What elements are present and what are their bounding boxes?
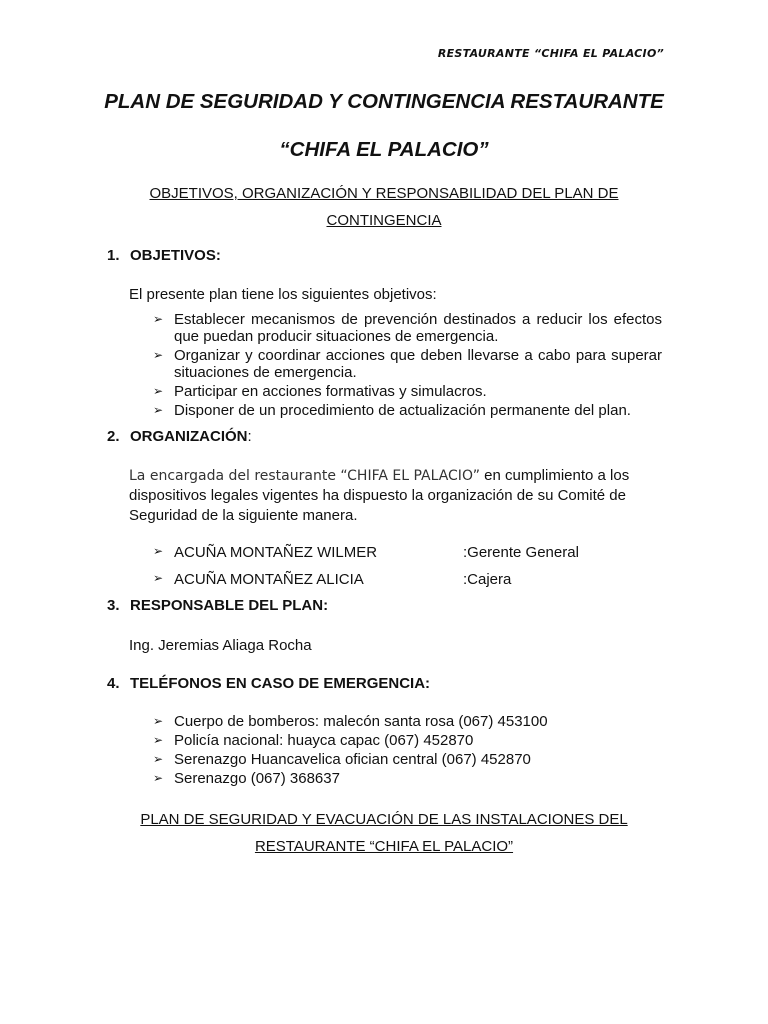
- arrow-bullet-icon: ➢: [153, 403, 164, 417]
- arrow-bullet-icon: ➢: [153, 312, 164, 326]
- list-item: [153, 311, 662, 345]
- list-item: [153, 383, 662, 400]
- phone-item: [153, 713, 662, 730]
- subtitle-line: CONTINGENCIA: [326, 212, 442, 229]
- list-item-text: Participar en acciones formativas y simulacros.: [174, 383, 487, 400]
- subtitle-line: PLAN DE SEGURIDAD Y EVACUACIÓN DE LAS INSTALACIONES DEL: [140, 811, 628, 828]
- subtitle-line: RESTAURANTE “CHIFA EL PALACIO”: [254, 838, 514, 855]
- heading-telefonos: [107, 675, 430, 692]
- intro-lead: La encargada del restaurante “CHIFA EL PALACIO”: [129, 468, 480, 484]
- heading-colon: :: [247, 428, 252, 445]
- intro-rest: en cumplimiento a los dispositivos legales vigentes ha dispuesto la organización de su Comité de Seguridad de la siguiente manera.: [129, 467, 630, 524]
- phone-item-text: Serenazgo Huancavelica ofician central (067) 452870: [174, 751, 531, 768]
- section-heading-text: RESPONSABLE DEL PLAN:: [130, 597, 329, 614]
- phone-item: [153, 732, 662, 749]
- document-title-restaurant: “CHIFA EL PALACIO”: [279, 138, 489, 161]
- list-item-text: Organizar y coordinar acciones que deben llevarse a cabo para superar situaciones de emergencia.: [174, 347, 662, 381]
- section-heading-text: TELÉFONOS EN CASO DE EMERGENCIA:: [130, 675, 431, 692]
- arrow-bullet-icon: ➢: [153, 733, 164, 747]
- running-header: RESTAURANTE “CHIFA EL PALACIO”: [437, 47, 664, 60]
- objetivos-intro: El presente plan tiene los siguientes objetivos:: [129, 286, 437, 303]
- document-title: PLAN DE SEGURIDAD Y CONTINGENCIA RESTAURANTE: [104, 90, 664, 113]
- responsable-name: Ing. Jeremias Aliaga Rocha: [129, 637, 312, 654]
- list-item-text: Disponer de un procedimiento de actualización permanente del plan.: [174, 402, 631, 419]
- objetivos-list: [153, 311, 662, 421]
- arrow-bullet-icon: ➢: [153, 714, 164, 728]
- heading-organizacion: [107, 428, 252, 445]
- arrow-bullet-icon: ➢: [153, 771, 164, 785]
- list-item: [153, 347, 662, 381]
- organizacion-intro: [129, 466, 662, 526]
- arrow-bullet-icon: ➢: [153, 571, 164, 585]
- arrow-bullet-icon: ➢: [153, 544, 164, 558]
- evacuation-plan-subtitle: [120, 806, 648, 860]
- section-number: 4.: [107, 675, 120, 692]
- heading-responsable: [107, 597, 328, 614]
- arrow-bullet-icon: ➢: [153, 384, 164, 398]
- section-subtitle: [120, 180, 648, 234]
- member-role: :Gerente General: [463, 544, 579, 561]
- section-heading-text: OBJETIVOS:: [130, 247, 221, 264]
- phone-item-text: Serenazgo (067) 368637: [174, 770, 340, 787]
- arrow-bullet-icon: ➢: [153, 752, 164, 766]
- list-item: [153, 402, 662, 419]
- heading-objetivos: [107, 247, 221, 264]
- section-number: 1.: [107, 247, 120, 264]
- arrow-bullet-icon: ➢: [153, 348, 164, 362]
- phone-item: [153, 751, 662, 768]
- phone-item-text: Policía nacional: huayca capac (067) 452870: [174, 732, 474, 749]
- subtitle-line: OBJETIVOS, ORGANIZACIÓN Y RESPONSABILIDAD DEL PLAN DE: [149, 185, 619, 202]
- phone-item: [153, 770, 662, 787]
- telefonos-list: [153, 713, 662, 789]
- section-heading-text: ORGANIZACIÓN: [130, 428, 248, 445]
- member-name: ACUÑA MONTAÑEZ ALICIA: [174, 571, 364, 588]
- phone-item-text: Cuerpo de bomberos: malecón santa rosa (067) 453100: [174, 713, 548, 730]
- section-number: 3.: [107, 597, 120, 614]
- list-item-text: Establecer mecanismos de prevención destinados a reducir los efectos que puedan producir situaciones de emergencia.: [174, 311, 662, 345]
- member-name: ACUÑA MONTAÑEZ WILMER: [174, 544, 378, 561]
- section-number: 2.: [107, 428, 120, 445]
- member-role: :Cajera: [463, 571, 512, 588]
